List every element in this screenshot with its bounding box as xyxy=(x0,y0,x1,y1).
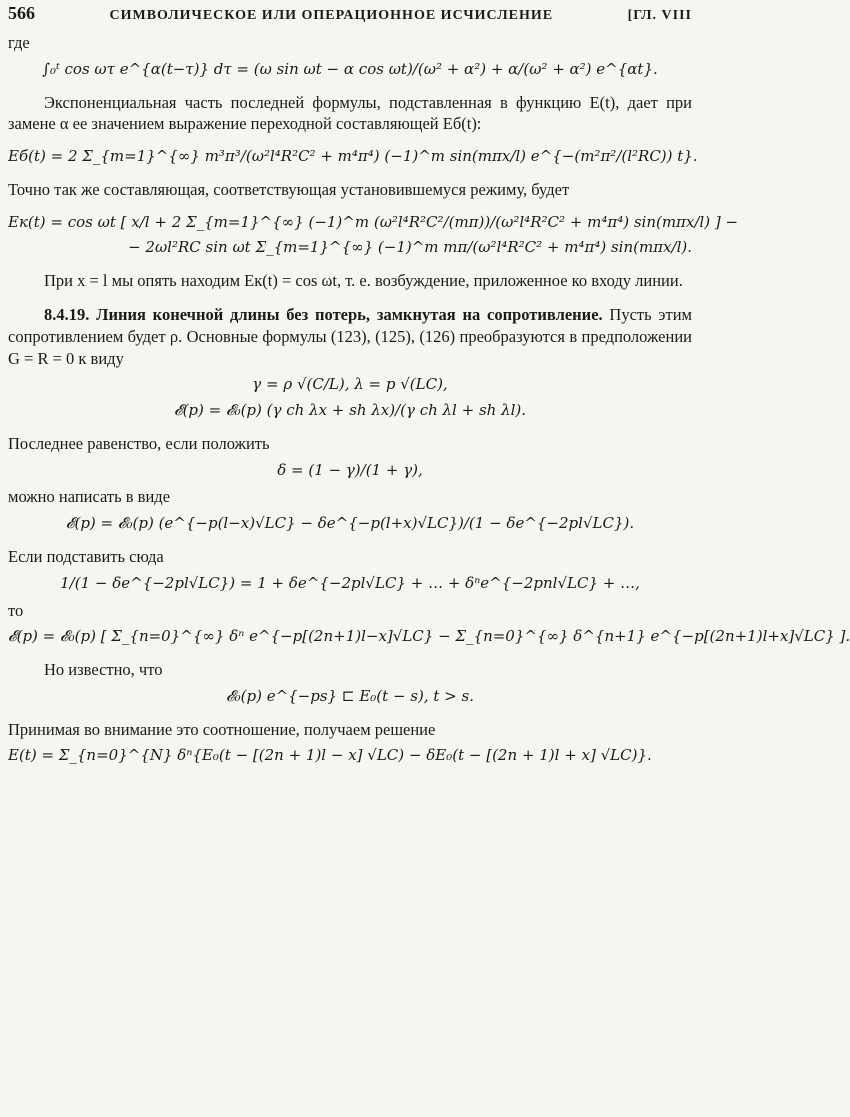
running-title: СИМВОЛИЧЕСКОЕ ИЛИ ОПЕРАЦИОННОЕ ИСЧИСЛЕНИЕ xyxy=(109,8,554,23)
chapter-label: [ГЛ. VIII xyxy=(627,8,692,23)
section-paragraph xyxy=(8,304,692,369)
paragraph-1: Экспоненциальная часть последней формулы, подставленная в функцию E(t), дает при замене α ее значением выражение переходной составляющей Eб(t): xyxy=(8,92,692,134)
equation-6: 𝓔(p) = 𝓔₀(p) (γ ch λx + sh λx)/(γ ch λl + sh λl). xyxy=(173,401,527,420)
equation-10: 𝓔(p) = 𝓔₀(p) [ Σ_{n=0}^{∞} δⁿ e^{−p[(2n+1)l−x]√LC} − Σ_{n=0}^{∞} δ^{n+1} e^{−p[(2n+1)l+x]√LC} ]. xyxy=(8,627,850,646)
equation-8: 𝓔(p) = 𝓔₀(p) (e^{−p(l−x)√LC} − δe^{−p(l+x)√LC})/(1 − δe^{−2pl√LC}). xyxy=(65,514,635,533)
text-where: где xyxy=(8,33,30,52)
paragraph-5: можно написать в виде xyxy=(8,487,171,507)
paragraph-6: Если подставить сюда xyxy=(8,547,164,567)
section-body: Пусть этим сопротивлением будет ρ. Основные формулы (123), (125), (126) преобразуются в предположении G = R = 0 к виду xyxy=(8,305,692,368)
equation-11: 𝓔₀(p) e^{−ps} ⊏ E₀(t − s), t > s. xyxy=(226,686,474,705)
paragraph-7: то xyxy=(8,600,24,620)
equation-5: γ = ρ √(C/L), λ = p √(LC), xyxy=(252,375,448,394)
equation-4: − 2ωl²RC sin ωt Σ_{m=1}^{∞} (−1)^m mπ/(ω²l⁴R²C² + m⁴π⁴) sin(mπx/l). xyxy=(128,238,692,257)
section-title: 8.4.19. Линия конечной длины без потерь, замкнутая на сопротивление. xyxy=(44,305,603,325)
equation-9: 1/(1 − δe^{−2pl√LC}) = 1 + δe^{−2pl√LC} + … + δⁿe^{−2pnl√LC} + …, xyxy=(60,573,640,592)
paragraph-8: Но известно, что xyxy=(44,660,163,680)
paragraph-4: Последнее равенство, если положить xyxy=(8,433,270,453)
equation-12: E(t) = Σ_{n=0}^{N} δⁿ{E₀(t − [(2n + 1)l − x] √LC) − δE₀(t − [(2n + 1)l + x] √LC)}. xyxy=(8,746,652,765)
paragraph-9: Принимая во внимание это соотношение, получаем решение xyxy=(8,719,436,739)
equation-2: Eб(t) = 2 Σ_{m=1}^{∞} m³π³/(ω²l⁴R²C² + m⁴π⁴) (−1)^m sin(mπx/l) e^{−(m²π²/(l²RC)) t}. xyxy=(8,147,698,166)
paragraph-2: Точно так же составляющая, соответствующая установившемуся режиму, будет xyxy=(8,179,570,199)
page xyxy=(8,0,850,766)
equation-1: ∫₀ᵗ cos ωτ e^{α(t−τ)} dτ = (ω sin ωt − α cos ωt)/(ω² + α²) + α/(ω² + α²) e^{αt}. xyxy=(42,59,658,78)
page-number: 566 xyxy=(8,3,35,23)
page-header xyxy=(8,0,692,32)
equation-3: Eк(t) = cos ωt [ x/l + 2 Σ_{m=1}^{∞} (−1)^m (ω²l⁴R²C²/(mπ))/(ω²l⁴R²C² + m⁴π⁴) sin(mπx/l) ] − xyxy=(8,212,739,231)
paragraph-3: При x = l мы опять находим Eк(t) = cos ωt, т. е. возбуждение, приложенное ко входу линии. xyxy=(44,271,683,291)
equation-7: δ = (1 − γ)/(1 + γ), xyxy=(277,460,423,479)
